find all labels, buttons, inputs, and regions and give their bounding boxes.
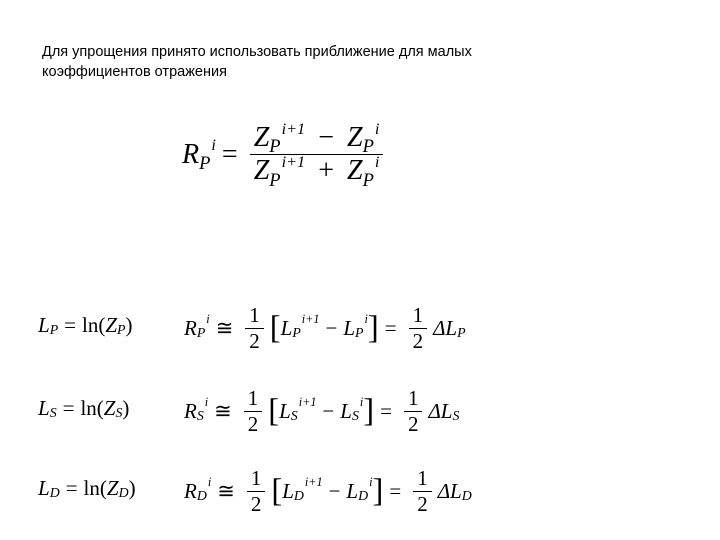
den-b: Z <box>346 155 363 187</box>
left-bracket: [ <box>271 473 283 510</box>
half-fraction <box>245 303 264 354</box>
def-L-sub: P <box>49 322 59 338</box>
half-den: 2 <box>247 412 259 437</box>
approx-formula-2 <box>184 386 459 437</box>
half2-den: 2 <box>417 492 428 517</box>
approx-R: R <box>184 316 197 341</box>
delta-L-sub: P <box>457 325 466 341</box>
half-fraction-2 <box>409 303 428 354</box>
L-next-sub: S <box>290 408 298 424</box>
def-ln: ln( <box>83 476 107 500</box>
approx-R-sub: D <box>196 488 207 504</box>
num-op: − <box>318 122 334 153</box>
delta-L-sub: D <box>461 488 472 504</box>
def-Z: Z <box>106 476 119 500</box>
minus-sign: − <box>325 316 338 341</box>
den-b-sub: P <box>362 169 374 190</box>
def-L-sub: S <box>49 405 57 421</box>
approx-R-sub: P <box>196 325 206 341</box>
def-Z-sub: P <box>117 322 126 338</box>
approx-congruent: ≅ <box>217 479 235 504</box>
approx-equals: = <box>380 399 392 424</box>
L-cur: L <box>343 316 356 341</box>
intro-line-1: Для упрощения принято использовать приближение для малых <box>42 44 472 60</box>
approx-R-sub: S <box>196 408 204 424</box>
L-cur-sub: D <box>358 488 369 504</box>
half-den: 2 <box>250 492 262 517</box>
def-close-paren: ) <box>125 313 133 337</box>
L-next: L <box>280 316 293 341</box>
delta-L: ΔL <box>437 479 462 504</box>
num-a-sub: P <box>269 136 281 157</box>
delta-L-sub: S <box>452 408 460 424</box>
num-b-sub: P <box>362 136 374 157</box>
def-equals: = <box>64 313 76 337</box>
den-a-sub: P <box>269 169 281 190</box>
L-next-sup: i+1 <box>304 475 323 490</box>
approx-formula-3 <box>184 466 472 517</box>
L-next-sub: D <box>293 488 304 504</box>
L-next-sub: P <box>292 325 301 341</box>
half-num: 1 <box>249 303 260 327</box>
def-L: L <box>38 313 50 337</box>
intro-text <box>42 42 662 82</box>
half-fraction <box>247 466 266 517</box>
num-b: Z <box>346 122 363 153</box>
main-numerator <box>250 119 384 157</box>
def-Z-sub: D <box>118 485 129 501</box>
L-next-sup: i+1 <box>301 312 320 327</box>
L-cur-sub: P <box>355 325 364 341</box>
left-bracket: [ <box>268 393 280 430</box>
intro-line-2: коэффициентов отражения <box>42 64 227 80</box>
L-cur: L <box>340 399 352 424</box>
log-definition-2 <box>38 396 129 421</box>
def-L: L <box>38 476 50 500</box>
approx-R-sup: i <box>207 475 212 490</box>
den-op: + <box>318 155 334 187</box>
approx-formula-1 <box>184 303 466 354</box>
def-L-sub: D <box>49 485 60 501</box>
def-ln: ln( <box>82 313 106 337</box>
def-ln: ln( <box>80 396 104 420</box>
half2-num: 1 <box>417 466 428 490</box>
half2-num: 1 <box>407 386 419 410</box>
def-L: L <box>38 396 50 420</box>
main-lhs-sup: i <box>211 136 216 155</box>
main-equals: = <box>221 138 238 170</box>
right-bracket: ] <box>372 473 384 510</box>
L-cur-sup: i <box>369 475 373 490</box>
L-next: L <box>282 479 294 504</box>
L-cur-sub: S <box>351 408 359 424</box>
log-definition-3 <box>38 476 136 501</box>
def-close-paren: ) <box>122 396 130 420</box>
minus-sign: − <box>328 479 341 504</box>
approx-congruent: ≅ <box>215 316 234 341</box>
def-equals: = <box>65 476 78 500</box>
half-fraction-2 <box>404 386 423 437</box>
den-a-sup: i+1 <box>281 153 306 172</box>
right-bracket: ] <box>363 393 375 430</box>
main-denominator <box>250 153 384 190</box>
def-Z: Z <box>105 313 118 337</box>
half-num: 1 <box>250 466 262 490</box>
minus-sign: − <box>322 399 335 424</box>
main-lhs <box>182 136 216 174</box>
L-cur: L <box>346 479 359 504</box>
def-Z-sub: S <box>115 405 123 421</box>
half2-den: 2 <box>412 329 424 354</box>
approx-congruent: ≅ <box>214 399 232 424</box>
den-b-sup: i <box>374 153 380 172</box>
approx-equals: = <box>384 316 397 341</box>
approx-R-sup: i <box>204 395 209 410</box>
main-lhs-sub: P <box>199 153 211 174</box>
left-bracket: [ <box>269 310 281 347</box>
half-fraction <box>244 386 263 437</box>
num-a: Z <box>253 122 270 153</box>
approx-R-sup: i <box>206 312 210 327</box>
den-a: Z <box>253 155 270 187</box>
L-cur-sup: i <box>359 395 364 410</box>
L-cur-sup: i <box>364 312 368 327</box>
def-equals: = <box>62 396 75 420</box>
def-close-paren: ) <box>128 476 136 500</box>
half2-num: 1 <box>412 303 424 327</box>
delta-L: ΔL <box>433 316 458 341</box>
half2-den: 2 <box>407 412 419 437</box>
def-Z: Z <box>103 396 116 420</box>
main-lhs-symbol: R <box>182 138 200 170</box>
half-den: 2 <box>249 329 260 354</box>
right-bracket: ] <box>367 310 379 347</box>
approx-R: R <box>184 399 197 424</box>
approx-equals: = <box>389 479 402 504</box>
num-a-sup: i+1 <box>281 119 306 138</box>
L-next: L <box>279 399 291 424</box>
half-fraction-2 <box>413 466 432 517</box>
main-reflection-formula <box>182 119 389 190</box>
delta-L: ΔL <box>428 399 453 424</box>
main-fraction <box>250 119 384 190</box>
L-next-sup: i+1 <box>298 395 317 410</box>
log-definition-1 <box>38 313 132 338</box>
approx-R: R <box>184 479 197 504</box>
half-num: 1 <box>247 386 259 410</box>
num-b-sup: i <box>374 119 380 138</box>
